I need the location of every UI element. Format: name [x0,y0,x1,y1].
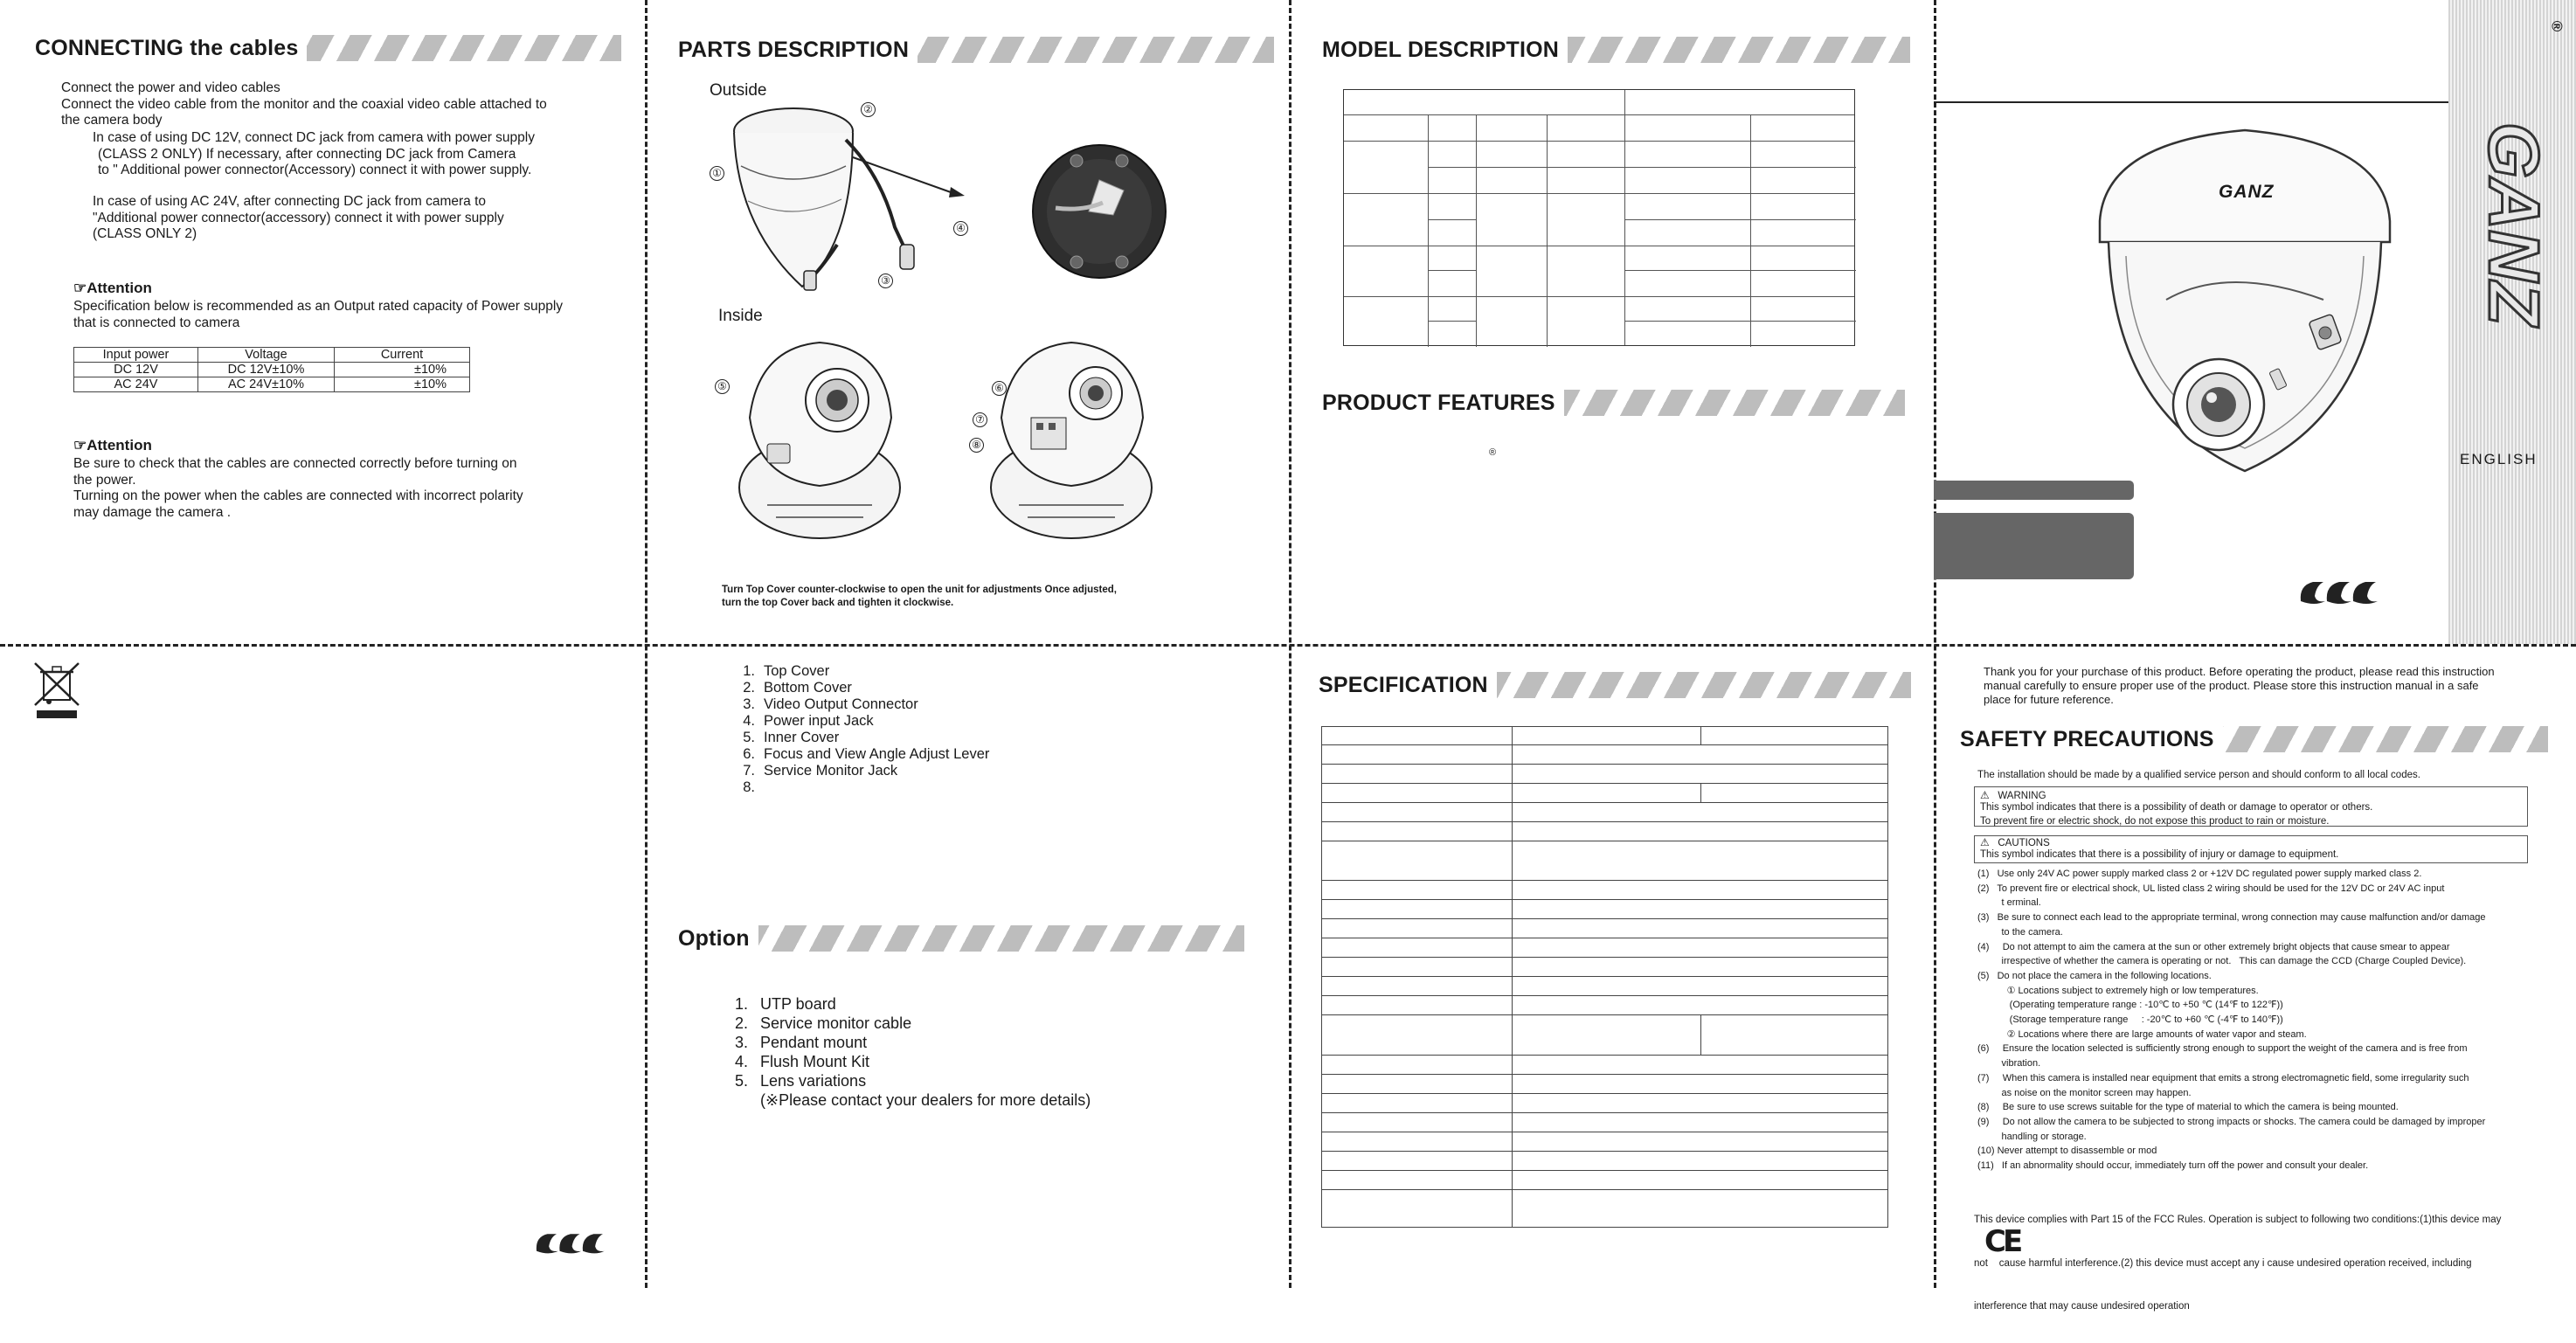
list-item [729,779,989,796]
table-rule [1428,167,1856,168]
safety-item-line: (3) Be sure to connect each lead to the appropriate terminal, wrong connection may cause malfunction and/or damage [1977,912,2486,924]
safety-item-line: handling or storage. [1977,1131,2087,1142]
text-line: This device complies with Part 15 of the FCC Rules. Operation is subject to following two conditions:(1)this device may [1974,1215,2502,1225]
spec-value-cell [1513,784,1701,803]
spec-row [1322,958,1888,977]
panel-disposal [0,644,645,1288]
panel-parts [645,0,1289,644]
list-number: 4. [743,713,755,729]
parts-title: PARTS DESCRIPTION [678,37,910,62]
callout-3: ③ [878,273,893,288]
spec-value-cell [1513,1015,1701,1056]
connecting-intro [61,80,547,129]
list-item [729,663,989,680]
spec-label-cell [1322,1171,1513,1190]
text-line: Turning on the power when the cables are connected with incorrect polarity [73,488,523,503]
text-line: not cause harmful interference.(2) this device must accept any i cause undesired operation received, including [1974,1257,2472,1269]
safety-item-line: t erminal. [1977,897,2041,909]
header-stripes [1497,672,1911,698]
inside-open-illustration [732,330,907,547]
panel-connecting [0,0,645,644]
header-stripes [1564,390,1905,416]
parts-header [678,35,1274,65]
spec-value-cell [1513,765,1888,784]
panel-parts-list [645,644,1289,1288]
spec-label-cell [1322,1094,1513,1113]
spec-label-cell [1322,900,1513,919]
text-line: Be sure to check that the cables are connected correctly before turning on [73,456,517,471]
warning-triangle-icon: ⚠ [1980,789,1990,801]
inside-label: Inside [718,307,763,325]
specification-header [1319,670,1911,700]
list-item [720,1033,1091,1052]
spec-row [1322,765,1888,784]
text-line: Thank you for your purchase of this product. Before operating the product, please read this instruction [1984,665,2495,678]
panel-safety [1934,644,2576,1312]
spec-value-cell [1513,1152,1888,1171]
text-line: (CLASS ONLY 2) [93,226,197,241]
safety-item-line: (4) Do not attempt to aim the camera at the sun or other extremely bright objects that cause smear to appear [1977,941,2450,952]
spec-value-cell [1513,727,1701,745]
spec-label-cell [1322,745,1513,765]
list-item [729,713,989,730]
safety-item-line: (9) Do not allow the camera to be subjected to strong impacts or shocks. The camera could be damaged by improper [1977,1116,2486,1127]
panel-model [1289,0,1934,644]
spec-label-cell [1322,881,1513,900]
spec-label-cell [1322,938,1513,958]
spec-row [1322,900,1888,919]
spec-row [1322,1152,1888,1171]
spec-value-cell [1513,1075,1888,1094]
text-line: To prevent fire or electric shock, do not expose this product to rain or moisture. [1980,815,2330,827]
safety-item-line: (11) If an abnormality should occur, immediately turn off the power and consult your dealer. [1977,1160,2369,1172]
spec-value-cell [1513,1132,1888,1152]
attention-label-1: ☞Attention [73,280,152,296]
ganz-mark-logo-small [533,1229,606,1256]
table-row [74,348,470,363]
spec-value-cell [1513,996,1888,1015]
list-number: 2. [734,1014,748,1032]
spec-value-cell [1513,938,1888,958]
list-item [720,1052,1091,1071]
safety-item-line: ① Locations subject to extremely high or low temperatures. [1977,985,2259,996]
spec-label-cell [1322,784,1513,803]
spec-value-cell [1513,881,1888,900]
spec-row [1322,727,1888,745]
spec-value-cell [1513,745,1888,765]
spec-row [1322,1113,1888,1132]
callout-1: ① [710,166,724,181]
attention-text-1 [73,299,563,331]
list-label: Power input Jack [764,713,874,729]
list-label: Video Output Connector [764,696,918,712]
list-number: 5. [743,730,755,745]
list-label: Focus and View Angle Adjust Lever [764,746,990,762]
safety-item-line: (Operating temperature range : -10℃ to +50 ℃ (14℉ to 122℉)) [1977,1000,2283,1011]
connecting-title: CONNECTING the cables [35,35,299,60]
outside-dome-illustration [706,96,968,297]
list-item [729,680,989,696]
safety-item-line: to the camera. [1977,926,2063,938]
cover-bar-1 [1934,481,2134,500]
panel-specification [1289,644,1934,1288]
spec-label-cell [1322,1132,1513,1152]
callout-5: ⑤ [715,379,730,394]
spec-value-cell [1513,822,1888,841]
list-label: Inner Cover [764,730,840,745]
table-rule [1344,141,1854,142]
brand-registered-mark: ® [2548,20,2566,32]
spec-row [1322,1075,1888,1094]
safety-item-line: (2) To prevent fire or electrical shock, UL listed class 2 wiring should be used for the 12V DC or 24V AC input [1977,883,2445,894]
list-number: 2. [743,680,755,696]
dome-camera-illustration [2096,125,2393,474]
language-label: ENGLISH [2460,451,2538,467]
list-number: 7. [743,763,755,779]
list-item [729,746,989,763]
table-rule [1624,270,1856,271]
spec-row [1322,1190,1888,1228]
specification-title: SPECIFICATION [1319,672,1488,697]
list-number: 3. [743,696,755,712]
safety-item-line: as noise on the monitor screen may happen. [1977,1087,2192,1098]
spec-row [1322,1094,1888,1113]
spec-value-cell [1701,727,1888,745]
table-cell: DC 12V±10% [198,363,335,377]
callout-8: ⑧ [969,438,984,453]
spec-value-cell [1513,841,1888,881]
attention-text-2 [73,456,523,521]
caution-triangle-icon: ⚠ [1980,836,1990,848]
list-number: 1. [743,663,755,679]
spec-label-cell [1322,977,1513,996]
header-stripes [1568,37,1910,63]
text-line: the camera body [61,113,163,128]
warning-box [1974,786,2528,827]
list-label: Pendant mount [760,1034,868,1051]
table-rule [1428,270,1476,271]
table-cell: DC 12V [74,363,198,377]
callout-4: ④ [953,221,968,236]
list-item [729,730,989,746]
spec-row [1322,996,1888,1015]
option-note: (※Please contact your dealers for more details) [760,1091,1091,1109]
spec-label-cell [1322,919,1513,938]
spec-label-cell [1322,996,1513,1015]
features-header [1322,388,1905,418]
table-header: Voltage [198,348,335,363]
list-label: Service Monitor Jack [764,763,898,779]
spec-row [1322,919,1888,938]
callout-6: ⑥ [992,381,1007,396]
spec-row [1322,841,1888,881]
cover-bar-2 [1934,513,2134,579]
panel-cover [1934,0,2576,644]
spec-row [1322,1015,1888,1056]
table-row [74,377,470,392]
list-item [720,994,1091,1014]
cover-rule [1934,101,2449,103]
text-line: Specification below is recommended as an Output rated capacity of Power supply [73,299,564,314]
spec-value-cell [1513,1094,1888,1113]
spec-label-cell [1322,1152,1513,1171]
header-stripes [307,35,621,61]
table-rule [1428,219,1476,220]
spec-row [1322,1056,1888,1075]
safety-item-line: (10) Never attempt to disassemble or mod [1977,1146,2157,1157]
model-title: MODEL DESCRIPTION [1322,37,1560,62]
registered-mark: ® [1489,447,1497,458]
table-cell: ±10% [335,377,470,392]
list-number: 4. [734,1053,748,1070]
spec-label-cell [1322,1015,1513,1056]
connecting-header [35,33,621,63]
spec-label-cell [1322,1190,1513,1228]
text-line: may damage the camera . [73,504,232,520]
text-line: to " Additional power connector(Accessory) connect it with power supply. [98,163,532,177]
safety-item-line: vibration. [1977,1058,2041,1070]
spec-value-cell [1513,977,1888,996]
spec-value-cell [1513,1113,1888,1132]
table-rule [1428,321,1476,322]
text-line: In case of using AC 24V, after connecting DC jack from camera to [93,194,487,209]
safety-item-line: (7) When this camera is installed near equipment that emits a strong electromagnetic field, some irregularity such [1977,1072,2469,1083]
spec-row [1322,977,1888,996]
text-line: (CLASS 2 ONLY) If necessary, after connecting DC jack from Camera [98,146,516,162]
spec-value-cell [1513,958,1888,977]
text-line: This symbol indicates that there is a possibility of death or damage to operator or others. [1980,802,2373,813]
brand-logo: GANZ [2474,122,2553,326]
text-line: that is connected to camera [73,315,240,330]
spec-value-cell [1701,1015,1888,1056]
connecting-dc [93,130,535,179]
model-header [1322,35,1910,65]
spec-row [1322,822,1888,841]
text-line: Connect the video cable from the monitor and the coaxial video cable attached to [61,96,547,112]
safety-header [1960,724,2548,754]
table-rule [1428,114,1429,347]
list-item [729,763,989,779]
spec-label-cell [1322,765,1513,784]
safety-items [1977,867,2545,1173]
callout-7: ⑦ [973,412,987,427]
bottom-view-illustration [1029,142,1169,281]
table-rule [1476,114,1477,347]
option-list [720,994,1091,1110]
table-header: Current [335,348,470,363]
table-rule [1344,296,1854,297]
spec-value-cell [1513,900,1888,919]
spec-row [1322,784,1888,803]
spec-value-cell [1513,919,1888,938]
attention-label-2: ☞Attention [73,437,152,453]
spec-label-cell [1322,1075,1513,1094]
spec-value-cell [1513,1171,1888,1190]
list-label: Service monitor cable [760,1014,912,1032]
text-line: place for future reference. [1984,693,2114,706]
inside-internal-illustration [984,330,1159,547]
text-line: the power. [73,472,136,488]
spec-row [1322,1171,1888,1190]
table-cell: ±10% [335,363,470,377]
parts-list [729,663,989,796]
spec-row [1322,881,1888,900]
spec-value-cell [1513,1056,1888,1075]
option-title: Option [678,925,750,951]
connecting-ac [93,194,504,243]
table-rule [1344,114,1854,115]
safety-item-line: (Storage temperature range : -20℃ to +60 ℃ (-4℉ to 140℉)) [1977,1014,2283,1026]
spec-row [1322,745,1888,765]
table-row [74,363,470,377]
cautions-title: CAUTIONS [1998,838,2050,848]
table-rule [1547,114,1548,347]
table-cell: AC 24V [74,377,198,392]
list-label: UTP board [760,995,836,1013]
table-header: Input power [74,348,198,363]
table-cell: AC 24V±10% [198,377,335,392]
spec-row [1322,1132,1888,1152]
spec-label-cell [1322,958,1513,977]
table-rule [1750,114,1751,347]
table-rule [1344,193,1854,194]
safety-item-line: irrespective of whether the camera is operating or not. This can damage the CCD (Charge Coupled Device). [1977,956,2467,967]
spec-label-cell [1322,803,1513,822]
ganz-mark-logo [2297,577,2379,606]
dome-logo: GANZ [2219,182,2275,202]
spec-label-cell [1322,841,1513,881]
ce-mark: CE [1984,1224,2020,1259]
list-number: 1. [734,995,748,1013]
spec-value-cell [1513,1190,1888,1228]
safety-item-line: ② Locations where there are large amounts of water vapor and steam. [1977,1028,2307,1040]
list-label: Flush Mount Kit [760,1053,870,1070]
spec-label-cell [1322,727,1513,745]
text-line: manual carefully to ensure proper use of the product. Please store this instruction manual in a safe [1984,679,2479,692]
header-stripes [758,925,1244,952]
spec-row [1322,803,1888,822]
list-label: Lens variations [760,1072,867,1090]
table-rule [1624,321,1856,322]
cautions-text: This symbol indicates that there is a possibility of injury or damage to equipment. [1980,849,2339,860]
thanks-text [1984,665,2525,707]
list-item [720,1014,1091,1033]
list-item [729,696,989,713]
weee-bin-icon [30,660,86,721]
list-label: Bottom Cover [764,680,852,696]
install-note: The installation should be made by a qualified service person and should conform to all local codes. [1977,770,2420,780]
warning-title: WARNING [1998,791,2046,801]
text-line: interference that may cause undesired operation [1974,1301,2190,1312]
header-stripes [918,37,1274,63]
list-label: Top Cover [764,663,830,679]
safety-item-line: (1) Use only 24V AC power supply marked class 2 or +12V DC regulated power supply marked class 2. [1977,869,2422,879]
text-line: Turn Top Cover counter-clockwise to open the unit for adjustments Once adjusted, [722,585,1117,595]
warning-text [1980,801,2372,828]
option-header [678,924,1244,953]
text-line: "Additional power connector(accessory) connect it with power supply [93,210,504,225]
specification-table [1321,726,1888,1228]
list-item [720,1071,1091,1090]
cautions-box [1974,835,2528,863]
safety-item-line: (5) Do not place the camera in the following locations. [1977,970,2212,981]
outside-label: Outside [710,81,767,100]
features-title: PRODUCT FEATURES [1322,390,1555,415]
text-line: turn the top Cover back and tighten it clockwise. [722,598,954,608]
spec-label-cell [1322,1056,1513,1075]
callout-2: ② [861,102,876,117]
text-line: Connect the power and video cables [61,80,280,95]
spec-label-cell [1322,1113,1513,1132]
safety-title: SAFETY PRECAUTIONS [1960,726,2214,751]
spec-row [1322,938,1888,958]
safety-item-line: (8) Be sure to use screws suitable for the type of material to which the camera is being mounted. [1977,1102,2399,1113]
spec-value-cell [1513,803,1888,822]
list-number: 6. [743,746,755,762]
list-number: 5. [734,1072,748,1090]
model-table [1343,89,1855,346]
parts-caption [722,584,1117,610]
header-stripes [2223,726,2548,752]
table-rule [1624,219,1856,220]
safety-item-line: (6) Ensure the location selected is sufficiently strong enough to support the weight of the camera and is free from [1977,1043,2468,1055]
power-table [73,347,470,392]
spec-value-cell [1701,784,1888,803]
list-number: 8. [743,779,755,795]
list-number: 3. [734,1034,748,1051]
table-rule [1624,90,1625,345]
fcc-statement [1974,1184,2501,1343]
spec-label-cell [1322,822,1513,841]
text-line: In case of using DC 12V, connect DC jack from camera with power supply [93,130,535,145]
